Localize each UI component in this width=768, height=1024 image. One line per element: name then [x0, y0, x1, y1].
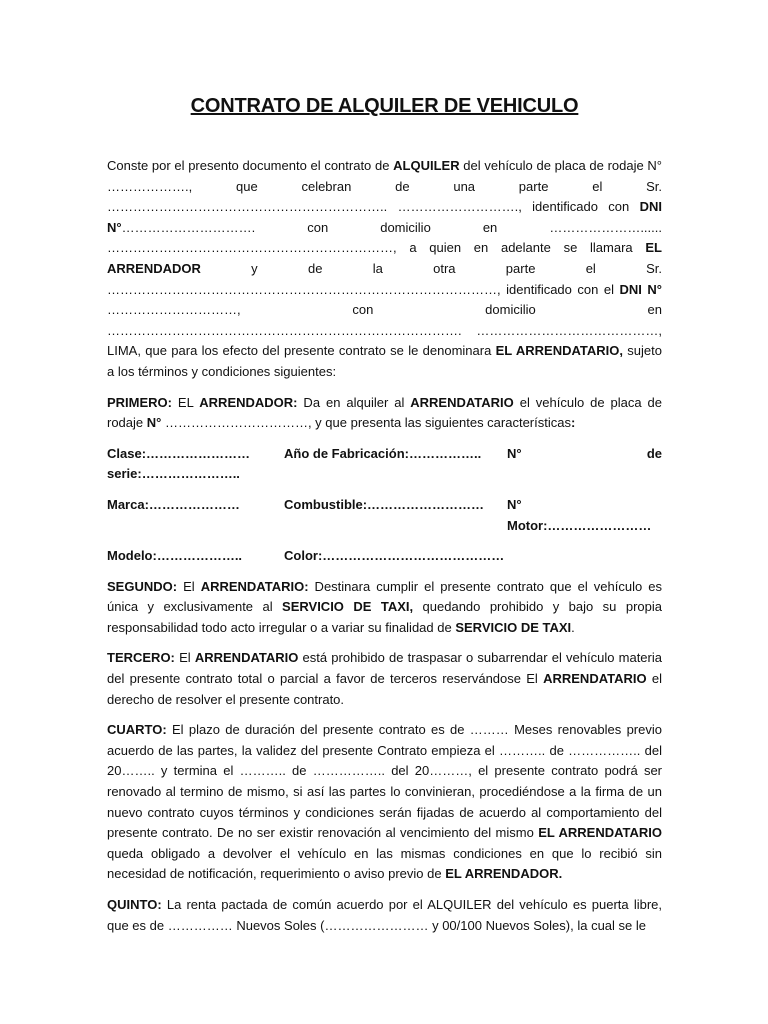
- tercero-heading: TERCERO:: [107, 650, 175, 666]
- segundo-heading: SEGUNDO:: [107, 578, 178, 594]
- intro-bold-1: ALQUILER: [393, 158, 460, 173]
- spec-marca: Marca:…………………: [107, 496, 240, 512]
- cuarto-bold-2: EL ARRENDATARIO: [538, 825, 662, 841]
- quinto-heading: QUINTO:: [107, 897, 162, 912]
- cuarto-heading: CUARTO:: [107, 722, 167, 738]
- spec-serie-a: N°: [507, 445, 522, 461]
- primero-text-2: Da en alquiler al: [297, 394, 411, 410]
- tercero-text-2: está prohibido de traspasar o subarrendar el vehículo materia del presente contrato total o parcial a favor de terceros reservándose El: [107, 650, 662, 687]
- clause-primero: [107, 393, 662, 434]
- segundo-bold-3: SERVICIO DE TAXI,: [282, 599, 414, 615]
- intro-text-1: Conste por el presento documento el contrato de: [107, 158, 394, 173]
- primero-bold-5: :: [570, 415, 576, 431]
- contract-page: [107, 92, 662, 946]
- primero-bold-3: ARRENDATARIO: [410, 394, 514, 410]
- intro-paragraph: [107, 156, 662, 383]
- tercero-text-3: el derecho de resolver el presente contrato.: [107, 671, 662, 707]
- spec-modelo: Modelo:………………..: [107, 548, 243, 564]
- segundo-text-2: Destinara cumplir el presente contrato que el vehículo es única y exclusivamente al: [107, 578, 662, 615]
- intro-text-2: del vehículo de placa de rodaje N° ………………., que celebran de una parte el Sr. ……………………………………………………….. ………………………., identificado con: [107, 158, 662, 215]
- spec-serie-b: de: [646, 445, 662, 461]
- primero-text-4: ……………………………, y que presenta las siguientes características: [161, 415, 571, 431]
- spec-combustible: Combustible:………………………: [284, 496, 485, 512]
- segundo-text-3: quedando prohibido y bajo su propia responsabilidad todo acto irregular o a variar su finalidad de: [107, 599, 662, 635]
- segundo-text-4: .: [571, 619, 575, 635]
- primero-heading: PRIMERO:: [107, 394, 172, 410]
- spec-motor: N° Motor:……………………: [507, 496, 652, 533]
- tercero-text-1: El: [174, 650, 195, 666]
- vehicle-specs: [107, 444, 662, 567]
- spec-clase: Clase:……………………: [107, 445, 251, 461]
- clause-quinto: [107, 895, 662, 936]
- segundo-bold-4: SERVICIO DE TAXI: [455, 619, 572, 635]
- spec-serie: serie:…………………..: [107, 466, 240, 482]
- primero-text-3: el vehículo de placa de rodaje: [107, 394, 662, 431]
- tercero-bold-3: ARRENDATARIO: [543, 671, 647, 687]
- cuarto-bold-3: EL ARRENDADOR.: [445, 866, 563, 882]
- primero-bold-2: ARRENDADOR:: [199, 394, 298, 410]
- spec-serie-label: [507, 444, 662, 465]
- tercero-bold-2: ARRENDATARIO: [194, 650, 299, 666]
- intro-text-5: …………………………, con domicilio en ………………………………………………………………………. ……………………………………, LIMA, que para los efecto del presente contrato se le denominara: [107, 302, 662, 359]
- clause-tercero: [107, 648, 662, 710]
- cuarto-text-2: queda obligado a devolver el vehículo en las mismas condiciones en que lo recibió sin necesidad de notificación, requerimiento o aviso previo de: [107, 845, 662, 882]
- spec-row-clase: [107, 444, 662, 465]
- page-title: CONTRATO DE ALQUILER DE VEHICULO: [190, 95, 579, 117]
- intro-text-6: sujeto a los términos y condiciones siguientes:: [107, 343, 662, 379]
- spec-row-modelo: [107, 546, 662, 567]
- segundo-bold-2: ARRENDATARIO:: [200, 578, 309, 594]
- intro-text-3: …………………………. con domicilio en …………………...... …………………………………………………………, a quien en adelante se llamara: [107, 219, 662, 256]
- segundo-text-1: El: [177, 578, 201, 594]
- quinto-text-1: La renta pactada de común acuerdo por el ALQUILER del vehículo es puerta libre, que es de …………… Nuevos Soles (…………………… y 00/100 Nuevos Soles), la cual se le: [107, 897, 662, 933]
- intro-bold-2: DNI N°: [107, 199, 662, 235]
- intro-bold-4: DNI N°: [619, 281, 663, 297]
- clause-cuarto: [107, 720, 662, 885]
- primero-text-1: EL: [172, 394, 200, 410]
- intro-bold-3: EL ARRENDADOR: [107, 240, 662, 276]
- clause-segundo: [107, 577, 662, 639]
- spec-row-serie: [107, 464, 662, 485]
- spec-color: Color:……………………………………: [284, 548, 505, 564]
- spec-row-marca: [107, 495, 662, 536]
- cuarto-text-1: El plazo de duración del presente contrato es de ……… Meses renovables previo acuerdo de las partes, la validez del presente Contrato empieza el ……….. de …………….. del 20…….. y termina el ……….. de …………….. del 20………, el presente contrato podrá ser renovado al termino de mismo, si así las partes lo convinieran, procediéndose a la firma de un nuevo contrato cuyos términos y condiciones serán fijadas de acuerdo al comportamiento del presente contrato. De no ser existir renovación al vencimiento del mismo: [107, 722, 662, 841]
- intro-text-4: y de la otra parte el Sr. ………………………………………………………………………………, identificado con el: [107, 260, 662, 297]
- intro-bold-5: EL ARRENDATARIO,: [495, 343, 623, 359]
- spec-anio: Año de Fabricación:……………..: [284, 445, 482, 461]
- primero-bold-4: N°: [146, 415, 162, 431]
